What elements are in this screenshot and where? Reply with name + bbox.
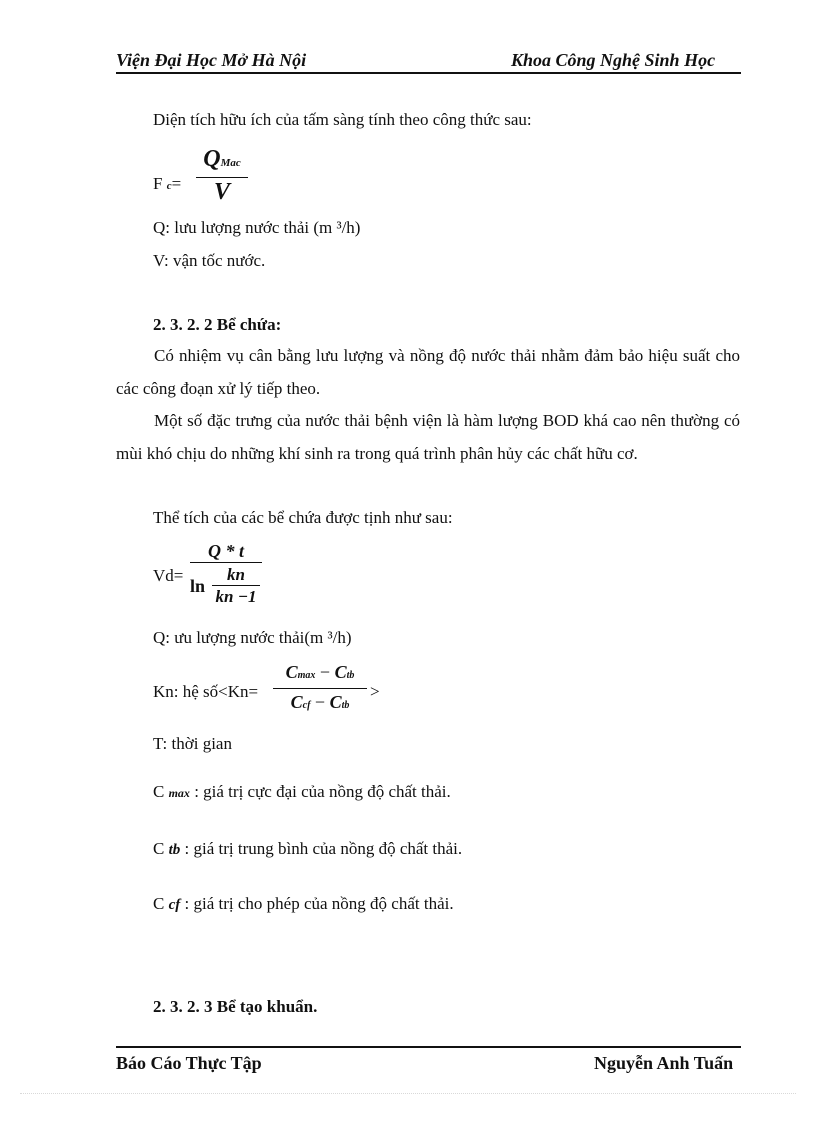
paragraph-characteristics: Một số đặc trưng của nước thải bệnh viện là hàm lượng BOD khá cao nên thường có mùi khó chịu do những khí sinh ra trong quá trình phân hủy các chất hữu cơ. [116,411,740,463]
definition-cmax: C max : giá trị cực đại của nồng độ chất thải. [153,782,451,801]
paragraph-purpose: Có nhiệm vụ cân bằng lưu lượng và nồng độ nước thải nhằm đảm bảo hiệu suất cho các công đoạn xử lý tiếp theo. [116,346,740,398]
footer-author: Nguyễn Anh Tuấn [594,1053,734,1073]
definition-t-time: T: thời gian [153,734,232,753]
formula-fc-f: F [153,174,163,193]
footer-report-title: Báo Cáo Thực Tập [116,1053,262,1073]
formula-fc-den: V [213,179,230,205]
header-institute: Viện Đại Học Mở Hà Nội [116,50,307,70]
definition-q-flow: Q: lưu lượng nước thải (m ³/h) [153,218,361,237]
intro-line: Diện tích hữu ích của tấm sàng tính theo công thức sau: [153,110,532,129]
formula-vd-inner-num: kn [227,565,245,584]
formula-fc-lhs [153,174,181,196]
formula-fc-sub: c [166,180,172,192]
formula-kn-denominator: Ccf − Ctb [290,692,350,712]
definition-v-velocity: V: vận tốc nước. [153,251,266,270]
paragraph-volume-intro: Thể tích của các bể chứa được tịnh như sau: [153,508,453,527]
section-heading-be-chua: 2. 3. 2. 2 Bể chứa: [153,315,282,334]
formula-kn-numerator: Cmax − Ctb [285,662,355,682]
formula-kn-fraction [273,660,367,719]
definition-ccf: C cf : giá trị cho phép của nồng độ chất thải. [153,894,454,913]
footer-rule [116,1046,741,1048]
formula-vd-inner-den: kn −1 [215,587,257,606]
formula-kn-prefix: Kn: hệ số<Kn= [153,682,259,701]
formula-vd-lhs: Vd= [153,566,184,585]
formula-kn-suffix: > [370,682,380,701]
formula-fc-eq: = [171,174,182,193]
bottom-dotted-border [20,1093,796,1094]
section-heading-be-tao-khuan: 2. 3. 2. 3 Bể tạo khuẩn. [153,997,318,1016]
header-rule [116,72,741,74]
formula-vd-ln: ln [190,576,206,596]
formula-vd-num: Q * t [208,541,244,561]
formula-fc-num-sub: Mac [220,157,241,169]
formula-fc-num: Q [203,146,221,172]
formula-vd-inner-fraction [212,565,260,608]
definition-ctb: C tb : giá trị trung bình của nồng độ chất thải. [153,839,463,858]
formula-fc-fraction [196,146,248,206]
definition-q-flow-2: Q: ưu lượng nước thải(m ³/h) [153,628,352,647]
formula-vd-fraction [190,540,262,615]
header-faculty: Khoa Công Nghệ Sinh Học [511,50,716,70]
